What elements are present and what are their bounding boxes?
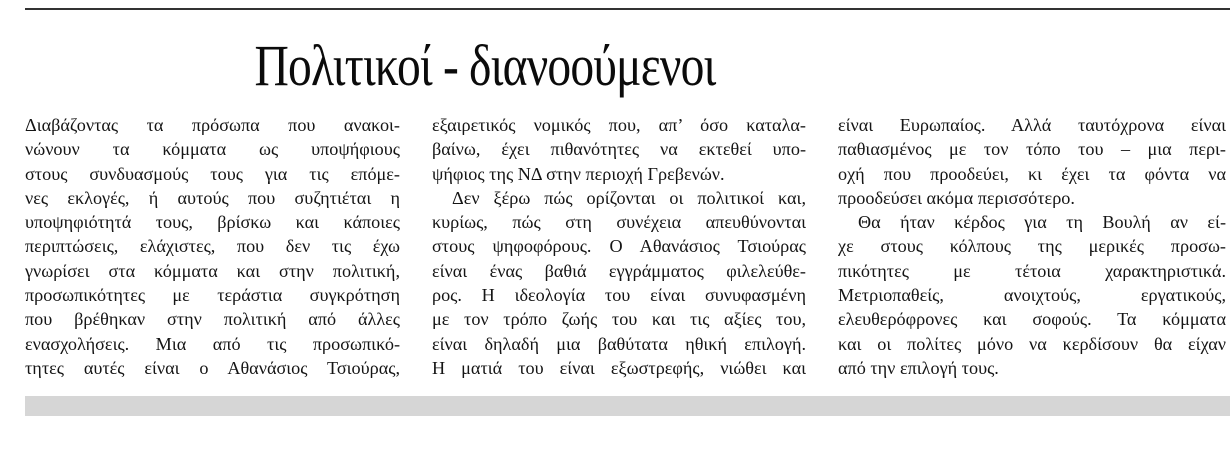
article-column-3 <box>838 113 1226 380</box>
text-line: είναι δηλαδή μια βαθύτατα ηθική επιλογή. <box>432 333 806 354</box>
text-line: ρος. Η ιδεολογία του είναι συνυφασμένη <box>432 285 806 306</box>
text-line: και οι πολίτες μόνο να κερδίσουν θα είχαν <box>838 333 1226 354</box>
text-line: προσωπικότητες με τεράστια συγκρότηση <box>25 285 400 306</box>
text-line: Θα ήταν κέρδος για τη Βουλή αν εί- <box>858 212 1226 233</box>
text-line: νες εκλογές, ή αυτούς που συζητιέται η <box>25 187 400 208</box>
text-line: υποψηφιότητά τους, βρίσκω και κάποιες <box>25 212 400 233</box>
article-title: Πολιτικοί - διανοούμενοι <box>254 33 716 98</box>
text-line: προοδεύσει ακόμα περισσότερο. <box>838 187 1075 208</box>
text-line: ελευθερόφρονες και σοφούς. Τα κόμματα <box>838 309 1226 330</box>
text-line: Δεν ξέρω πώς ορίζονται οι πολιτικοί και, <box>452 187 806 208</box>
article-column-2 <box>432 113 806 380</box>
text-line: Μετριοπαθείς, ανοιχτούς, εργατικούς, <box>838 285 1226 306</box>
text-line: που βρέθηκαν στην πολιτική από άλλες <box>25 309 400 330</box>
article-column-1 <box>25 113 400 380</box>
text-line: Η ματιά του είναι εξωστρεφής, νιώθει και <box>432 357 806 378</box>
text-line: χε στους κόλπους της μερικές προσω- <box>838 236 1226 257</box>
text-line: είναι Ευρωπαίος. Αλλά ταυτόχρονα είναι <box>838 115 1226 135</box>
text-line: βαίνω, έχει πιθανότητες να εκτεθεί υπο- <box>432 139 806 160</box>
text-line: πικότητες με τέτοια χαρακτηριστικά. <box>838 260 1226 281</box>
text-line: παθιασμένος με τον τόπο του – μια περι- <box>838 139 1226 160</box>
text-line: στους ψηφοφόρους. Ο Αθανάσιος Τσιούρας <box>432 236 806 257</box>
text-line: οχή που προοδεύει, κι έχει τα φόντα να <box>838 163 1226 184</box>
bottom-gray-bar <box>25 396 1230 416</box>
text-line: είναι ένας βαθιά εγγράμματος φιλελεύθε- <box>432 260 806 281</box>
text-line: με τον τρόπο ζωής του και τις αξίες του, <box>432 309 806 330</box>
text-line: τητες αυτές είναι ο Αθανάσιος Τσιούρας, <box>25 357 400 378</box>
text-line: γνωρίσει στα κόμματα και στην πολιτική, <box>25 260 400 281</box>
top-rule <box>25 8 1230 10</box>
text-line: από την επιλογή τους. <box>838 357 999 378</box>
text-line: νώνουν τα κόμματα ως υποψήφιους <box>25 139 400 160</box>
text-line: ψήφιος της ΝΔ στην περιοχή Γρεβενών. <box>432 163 725 184</box>
text-line: εξαιρετικός νομικός που, απ’ όσο καταλα- <box>432 115 806 135</box>
text-line: κυρίως, πώς στη συνέχεια απευθύνονται <box>432 212 806 233</box>
text-line: Διαβάζοντας τα πρόσωπα που ανακοι- <box>25 115 400 135</box>
text-line: ενασχολήσεις. Μια από τις προσωπικό- <box>25 333 400 354</box>
text-line: περιπτώσεις, ελάχιστες, που δεν τις έχω <box>25 236 400 257</box>
text-line: στους συνδυασμούς τους για τις επόμε- <box>25 163 400 184</box>
